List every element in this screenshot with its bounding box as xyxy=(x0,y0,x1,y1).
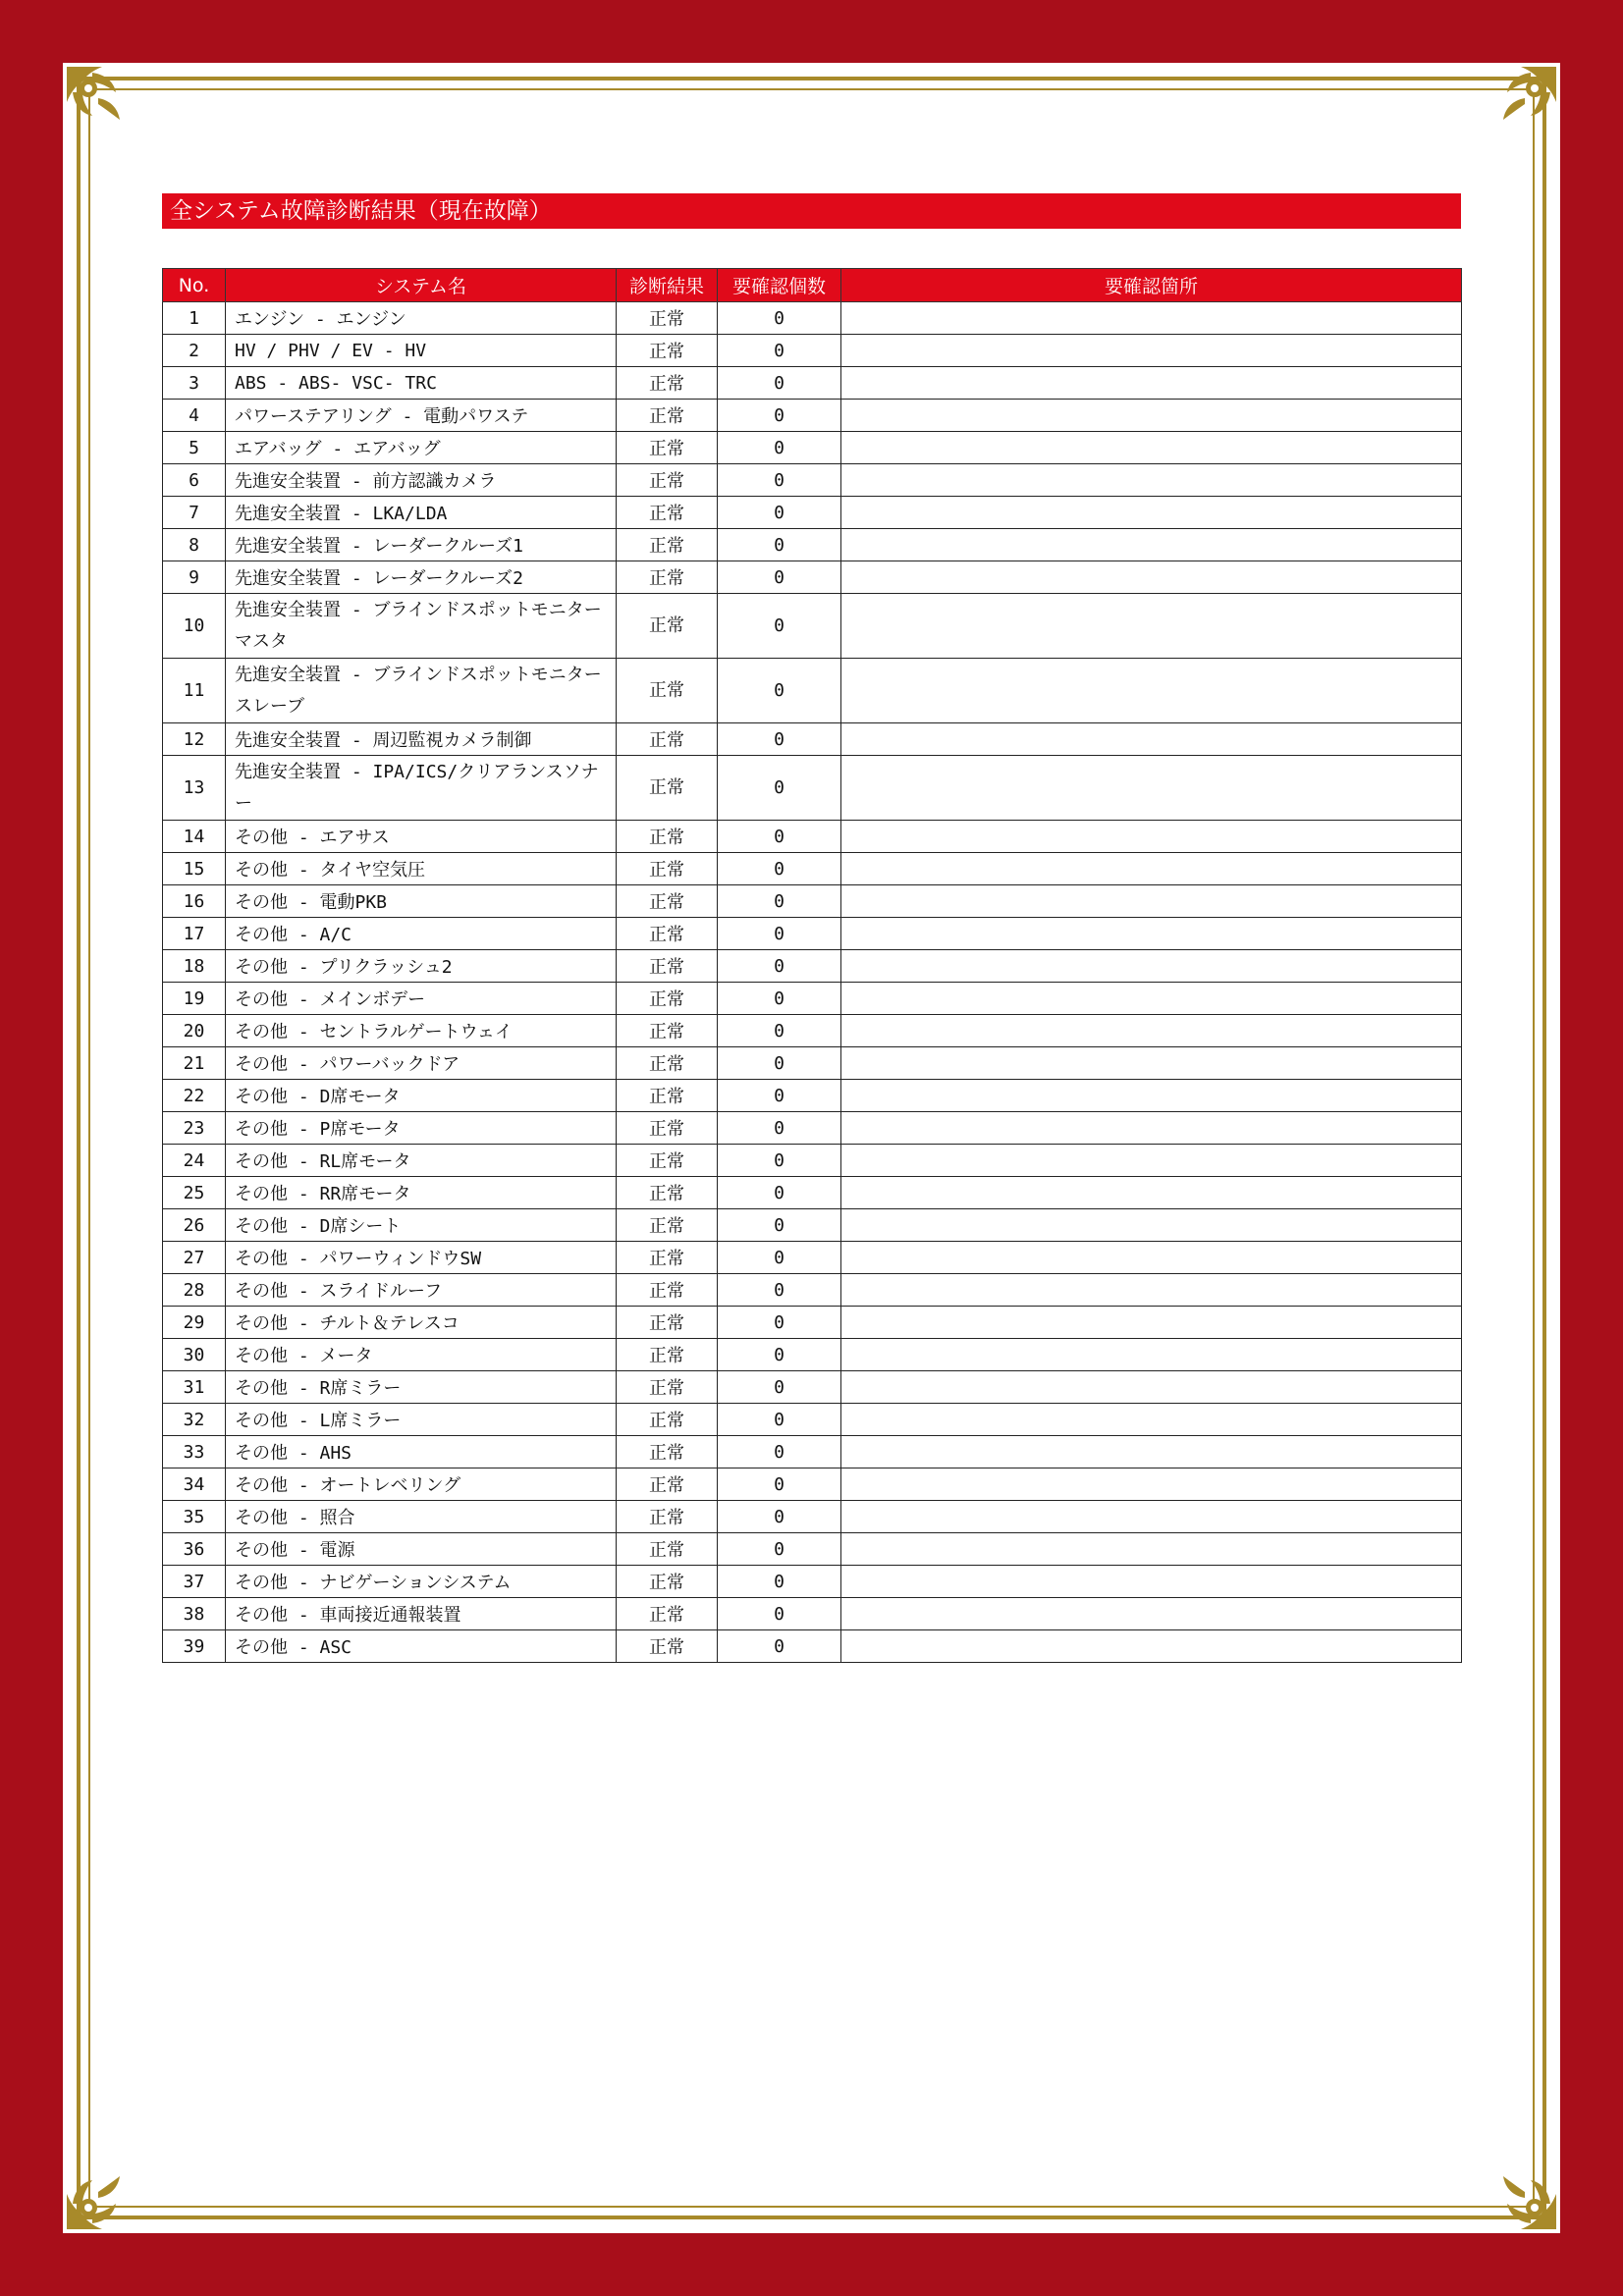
check-count: 0 xyxy=(718,723,841,756)
check-count: 0 xyxy=(718,1339,841,1371)
check-location xyxy=(841,1145,1462,1177)
system-name: その他 - ASC xyxy=(226,1630,617,1663)
system-name: 先進安全装置 - ブラインドスポットモニター マスタ xyxy=(226,594,617,659)
check-count: 0 xyxy=(718,1598,841,1630)
column-header-result: 診断結果 xyxy=(617,269,718,302)
check-location xyxy=(841,853,1462,885)
system-name: その他 - セントラルゲートウェイ xyxy=(226,1015,617,1047)
table-row xyxy=(163,1274,1462,1307)
table-row xyxy=(163,464,1462,497)
check-location xyxy=(841,1371,1462,1404)
check-location xyxy=(841,723,1462,756)
row-number: 29 xyxy=(163,1307,226,1339)
system-name: パワーステアリング - 電動パワステ xyxy=(226,400,617,432)
system-name: その他 - 車両接近通報装置 xyxy=(226,1598,617,1630)
diagnosis-result: 正常 xyxy=(617,367,718,400)
system-name: その他 - D席シート xyxy=(226,1209,617,1242)
system-name: 先進安全装置 - 前方認識カメラ xyxy=(226,464,617,497)
row-number: 17 xyxy=(163,918,226,950)
row-number: 34 xyxy=(163,1468,226,1501)
system-name: 先進安全装置 - LKA/LDA xyxy=(226,497,617,529)
diagnosis-result: 正常 xyxy=(617,1145,718,1177)
diagnosis-result: 正常 xyxy=(617,1177,718,1209)
diagnosis-result: 正常 xyxy=(617,723,718,756)
check-location xyxy=(841,885,1462,918)
row-number: 10 xyxy=(163,594,226,659)
table-row xyxy=(163,400,1462,432)
check-count: 0 xyxy=(718,1274,841,1307)
diagnosis-result: 正常 xyxy=(617,1047,718,1080)
check-count: 0 xyxy=(718,1015,841,1047)
diagnosis-result: 正常 xyxy=(617,335,718,367)
diagnosis-result: 正常 xyxy=(617,918,718,950)
table-row xyxy=(163,1436,1462,1468)
table-row xyxy=(163,756,1462,821)
check-location xyxy=(841,1015,1462,1047)
row-number: 28 xyxy=(163,1274,226,1307)
row-number: 13 xyxy=(163,756,226,821)
row-number: 7 xyxy=(163,497,226,529)
check-count: 0 xyxy=(718,1436,841,1468)
system-name: その他 - スライドルーフ xyxy=(226,1274,617,1307)
system-name: その他 - パワーバックドア xyxy=(226,1047,617,1080)
check-location xyxy=(841,918,1462,950)
table-row xyxy=(163,1015,1462,1047)
table-row xyxy=(163,983,1462,1015)
system-name: HV / PHV / EV - HV xyxy=(226,335,617,367)
diagnosis-result: 正常 xyxy=(617,853,718,885)
row-number: 31 xyxy=(163,1371,226,1404)
row-number: 25 xyxy=(163,1177,226,1209)
column-header-location: 要確認箇所 xyxy=(841,269,1462,302)
table-row xyxy=(163,1630,1462,1663)
check-location xyxy=(841,1274,1462,1307)
table-row xyxy=(163,432,1462,464)
table-row xyxy=(163,302,1462,335)
table-row xyxy=(163,1598,1462,1630)
corner-ornament-icon xyxy=(1466,63,1560,157)
check-location xyxy=(841,983,1462,1015)
check-location xyxy=(841,1112,1462,1145)
system-name: エンジン - エンジン xyxy=(226,302,617,335)
check-count: 0 xyxy=(718,1468,841,1501)
check-count: 0 xyxy=(718,1145,841,1177)
table-row xyxy=(163,885,1462,918)
check-location xyxy=(841,529,1462,561)
table-row xyxy=(163,1339,1462,1371)
corner-ornament-icon xyxy=(1466,2139,1560,2233)
check-count: 0 xyxy=(718,1242,841,1274)
check-count: 0 xyxy=(718,1566,841,1598)
diagnosis-result: 正常 xyxy=(617,983,718,1015)
diagnosis-table xyxy=(162,268,1462,1663)
diagnosis-result: 正常 xyxy=(617,302,718,335)
check-location xyxy=(841,497,1462,529)
diagnosis-result: 正常 xyxy=(617,1242,718,1274)
system-name: その他 - R席ミラー xyxy=(226,1371,617,1404)
row-number: 32 xyxy=(163,1404,226,1436)
table-row xyxy=(163,1112,1462,1145)
diagnosis-result: 正常 xyxy=(617,432,718,464)
system-name: その他 - AHS xyxy=(226,1436,617,1468)
row-number: 5 xyxy=(163,432,226,464)
check-location xyxy=(841,1501,1462,1533)
table-row xyxy=(163,821,1462,853)
table-row xyxy=(163,1047,1462,1080)
system-name: その他 - D席モータ xyxy=(226,1080,617,1112)
row-number: 36 xyxy=(163,1533,226,1566)
table-row xyxy=(163,1177,1462,1209)
check-location xyxy=(841,1436,1462,1468)
check-location xyxy=(841,1047,1462,1080)
system-name: その他 - 電源 xyxy=(226,1533,617,1566)
check-count: 0 xyxy=(718,1404,841,1436)
check-count: 0 xyxy=(718,302,841,335)
table-row xyxy=(163,918,1462,950)
row-number: 8 xyxy=(163,529,226,561)
row-number: 18 xyxy=(163,950,226,983)
check-location xyxy=(841,1468,1462,1501)
row-number: 22 xyxy=(163,1080,226,1112)
check-count: 0 xyxy=(718,497,841,529)
table-row xyxy=(163,1501,1462,1533)
system-name: その他 - 照合 xyxy=(226,1501,617,1533)
check-count: 0 xyxy=(718,853,841,885)
diagnosis-result: 正常 xyxy=(617,1566,718,1598)
row-number: 15 xyxy=(163,853,226,885)
check-count: 0 xyxy=(718,400,841,432)
diagnosis-result: 正常 xyxy=(617,561,718,594)
diagnosis-result: 正常 xyxy=(617,1015,718,1047)
diagnosis-result: 正常 xyxy=(617,756,718,821)
diagnosis-result: 正常 xyxy=(617,1274,718,1307)
row-number: 27 xyxy=(163,1242,226,1274)
system-name: 先進安全装置 - レーダークルーズ2 xyxy=(226,561,617,594)
table-row xyxy=(163,1404,1462,1436)
table-row xyxy=(163,1080,1462,1112)
system-name: その他 - オートレベリング xyxy=(226,1468,617,1501)
diagnosis-result: 正常 xyxy=(617,885,718,918)
diagnosis-result: 正常 xyxy=(617,497,718,529)
row-number: 33 xyxy=(163,1436,226,1468)
check-count: 0 xyxy=(718,529,841,561)
row-number: 1 xyxy=(163,302,226,335)
check-location xyxy=(841,1177,1462,1209)
check-location xyxy=(841,1630,1462,1663)
column-header-no: No. xyxy=(163,269,226,302)
check-location xyxy=(841,1404,1462,1436)
system-name: その他 - パワーウィンドウSW xyxy=(226,1242,617,1274)
diagnosis-result: 正常 xyxy=(617,821,718,853)
system-name: その他 - プリクラッシュ2 xyxy=(226,950,617,983)
table-row xyxy=(163,1371,1462,1404)
system-name: その他 - L席ミラー xyxy=(226,1404,617,1436)
row-number: 24 xyxy=(163,1145,226,1177)
check-location xyxy=(841,821,1462,853)
row-number: 23 xyxy=(163,1112,226,1145)
diagnosis-result: 正常 xyxy=(617,659,718,723)
row-number: 30 xyxy=(163,1339,226,1371)
row-number: 39 xyxy=(163,1630,226,1663)
row-number: 20 xyxy=(163,1015,226,1047)
table-row xyxy=(163,1145,1462,1177)
table-row xyxy=(163,561,1462,594)
table-row xyxy=(163,529,1462,561)
table-row xyxy=(163,335,1462,367)
table-row xyxy=(163,367,1462,400)
system-name: その他 - メインボデー xyxy=(226,983,617,1015)
check-count: 0 xyxy=(718,1177,841,1209)
check-location xyxy=(841,561,1462,594)
diagnosis-result: 正常 xyxy=(617,1436,718,1468)
check-count: 0 xyxy=(718,464,841,497)
check-count: 0 xyxy=(718,1047,841,1080)
diagnosis-result: 正常 xyxy=(617,1468,718,1501)
diagnosis-result: 正常 xyxy=(617,950,718,983)
row-number: 6 xyxy=(163,464,226,497)
column-header-system: システム名 xyxy=(226,269,617,302)
row-number: 38 xyxy=(163,1598,226,1630)
check-count: 0 xyxy=(718,335,841,367)
system-name: その他 - エアサス xyxy=(226,821,617,853)
row-number: 37 xyxy=(163,1566,226,1598)
diagnosis-result: 正常 xyxy=(617,464,718,497)
row-number: 11 xyxy=(163,659,226,723)
table-row xyxy=(163,1242,1462,1274)
check-location xyxy=(841,464,1462,497)
table-row xyxy=(163,594,1462,659)
corner-ornament-icon xyxy=(63,2139,157,2233)
diagnosis-result: 正常 xyxy=(617,529,718,561)
row-number: 2 xyxy=(163,335,226,367)
table-row xyxy=(163,1533,1462,1566)
check-count: 0 xyxy=(718,756,841,821)
diagnosis-result: 正常 xyxy=(617,1080,718,1112)
system-name: 先進安全装置 - IPA/ICS/クリアランスソナー xyxy=(226,756,617,821)
check-location xyxy=(841,302,1462,335)
system-name: その他 - RR席モータ xyxy=(226,1177,617,1209)
row-number: 19 xyxy=(163,983,226,1015)
table-row xyxy=(163,1209,1462,1242)
system-name: その他 - RL席モータ xyxy=(226,1145,617,1177)
check-count: 0 xyxy=(718,821,841,853)
check-location xyxy=(841,659,1462,723)
diagnosis-result: 正常 xyxy=(617,400,718,432)
diagnosis-result: 正常 xyxy=(617,1112,718,1145)
check-location xyxy=(841,1307,1462,1339)
system-name: 先進安全装置 - 周辺監視カメラ制御 xyxy=(226,723,617,756)
row-number: 16 xyxy=(163,885,226,918)
check-count: 0 xyxy=(718,1533,841,1566)
diagnosis-result: 正常 xyxy=(617,1371,718,1404)
check-location xyxy=(841,756,1462,821)
check-location xyxy=(841,950,1462,983)
diagnosis-result: 正常 xyxy=(617,1501,718,1533)
system-name: その他 - メータ xyxy=(226,1339,617,1371)
row-number: 21 xyxy=(163,1047,226,1080)
check-count: 0 xyxy=(718,1112,841,1145)
table-row xyxy=(163,950,1462,983)
system-name: その他 - P席モータ xyxy=(226,1112,617,1145)
check-location xyxy=(841,1242,1462,1274)
check-location xyxy=(841,594,1462,659)
check-location xyxy=(841,1533,1462,1566)
check-count: 0 xyxy=(718,983,841,1015)
table-header-row xyxy=(163,269,1462,302)
check-count: 0 xyxy=(718,367,841,400)
diagnosis-result: 正常 xyxy=(617,1598,718,1630)
check-location xyxy=(841,1209,1462,1242)
diagnosis-result: 正常 xyxy=(617,594,718,659)
check-count: 0 xyxy=(718,659,841,723)
system-name: その他 - タイヤ空気圧 xyxy=(226,853,617,885)
table-row xyxy=(163,723,1462,756)
check-count: 0 xyxy=(718,1080,841,1112)
table-row xyxy=(163,497,1462,529)
table-row xyxy=(163,659,1462,723)
system-name: その他 - A/C xyxy=(226,918,617,950)
check-location xyxy=(841,335,1462,367)
table-body xyxy=(163,302,1462,1663)
table-row xyxy=(163,853,1462,885)
diagnosis-result: 正常 xyxy=(617,1533,718,1566)
check-count: 0 xyxy=(718,1209,841,1242)
check-count: 0 xyxy=(718,918,841,950)
diagnosis-result: 正常 xyxy=(617,1630,718,1663)
corner-ornament-icon xyxy=(63,63,157,157)
system-name: その他 - ナビゲーションシステム xyxy=(226,1566,617,1598)
check-count: 0 xyxy=(718,885,841,918)
system-name: エアバッグ - エアバッグ xyxy=(226,432,617,464)
column-header-count: 要確認個数 xyxy=(718,269,841,302)
check-count: 0 xyxy=(718,950,841,983)
check-count: 0 xyxy=(718,594,841,659)
row-number: 3 xyxy=(163,367,226,400)
system-name: その他 - チルト＆テレスコ xyxy=(226,1307,617,1339)
section-title: 全システム故障診断結果（現在故障） xyxy=(162,193,1461,229)
system-name: 先進安全装置 - ブラインドスポットモニター スレーブ xyxy=(226,659,617,723)
check-location xyxy=(841,1598,1462,1630)
check-count: 0 xyxy=(718,561,841,594)
check-count: 0 xyxy=(718,1630,841,1663)
system-name: ABS - ABS- VSC- TRC xyxy=(226,367,617,400)
check-location xyxy=(841,367,1462,400)
check-location xyxy=(841,1080,1462,1112)
table-row xyxy=(163,1566,1462,1598)
check-count: 0 xyxy=(718,1307,841,1339)
table-row xyxy=(163,1307,1462,1339)
check-count: 0 xyxy=(718,432,841,464)
system-name: その他 - 電動PKB xyxy=(226,885,617,918)
row-number: 9 xyxy=(163,561,226,594)
check-location xyxy=(841,400,1462,432)
row-number: 26 xyxy=(163,1209,226,1242)
diagnosis-result: 正常 xyxy=(617,1404,718,1436)
row-number: 4 xyxy=(163,400,226,432)
system-name: 先進安全装置 - レーダークルーズ1 xyxy=(226,529,617,561)
check-count: 0 xyxy=(718,1371,841,1404)
row-number: 35 xyxy=(163,1501,226,1533)
row-number: 12 xyxy=(163,723,226,756)
check-location xyxy=(841,432,1462,464)
check-location xyxy=(841,1566,1462,1598)
diagnosis-result: 正常 xyxy=(617,1307,718,1339)
diagnosis-result: 正常 xyxy=(617,1209,718,1242)
check-location xyxy=(841,1339,1462,1371)
check-count: 0 xyxy=(718,1501,841,1533)
row-number: 14 xyxy=(163,821,226,853)
diagnosis-result: 正常 xyxy=(617,1339,718,1371)
table-row xyxy=(163,1468,1462,1501)
